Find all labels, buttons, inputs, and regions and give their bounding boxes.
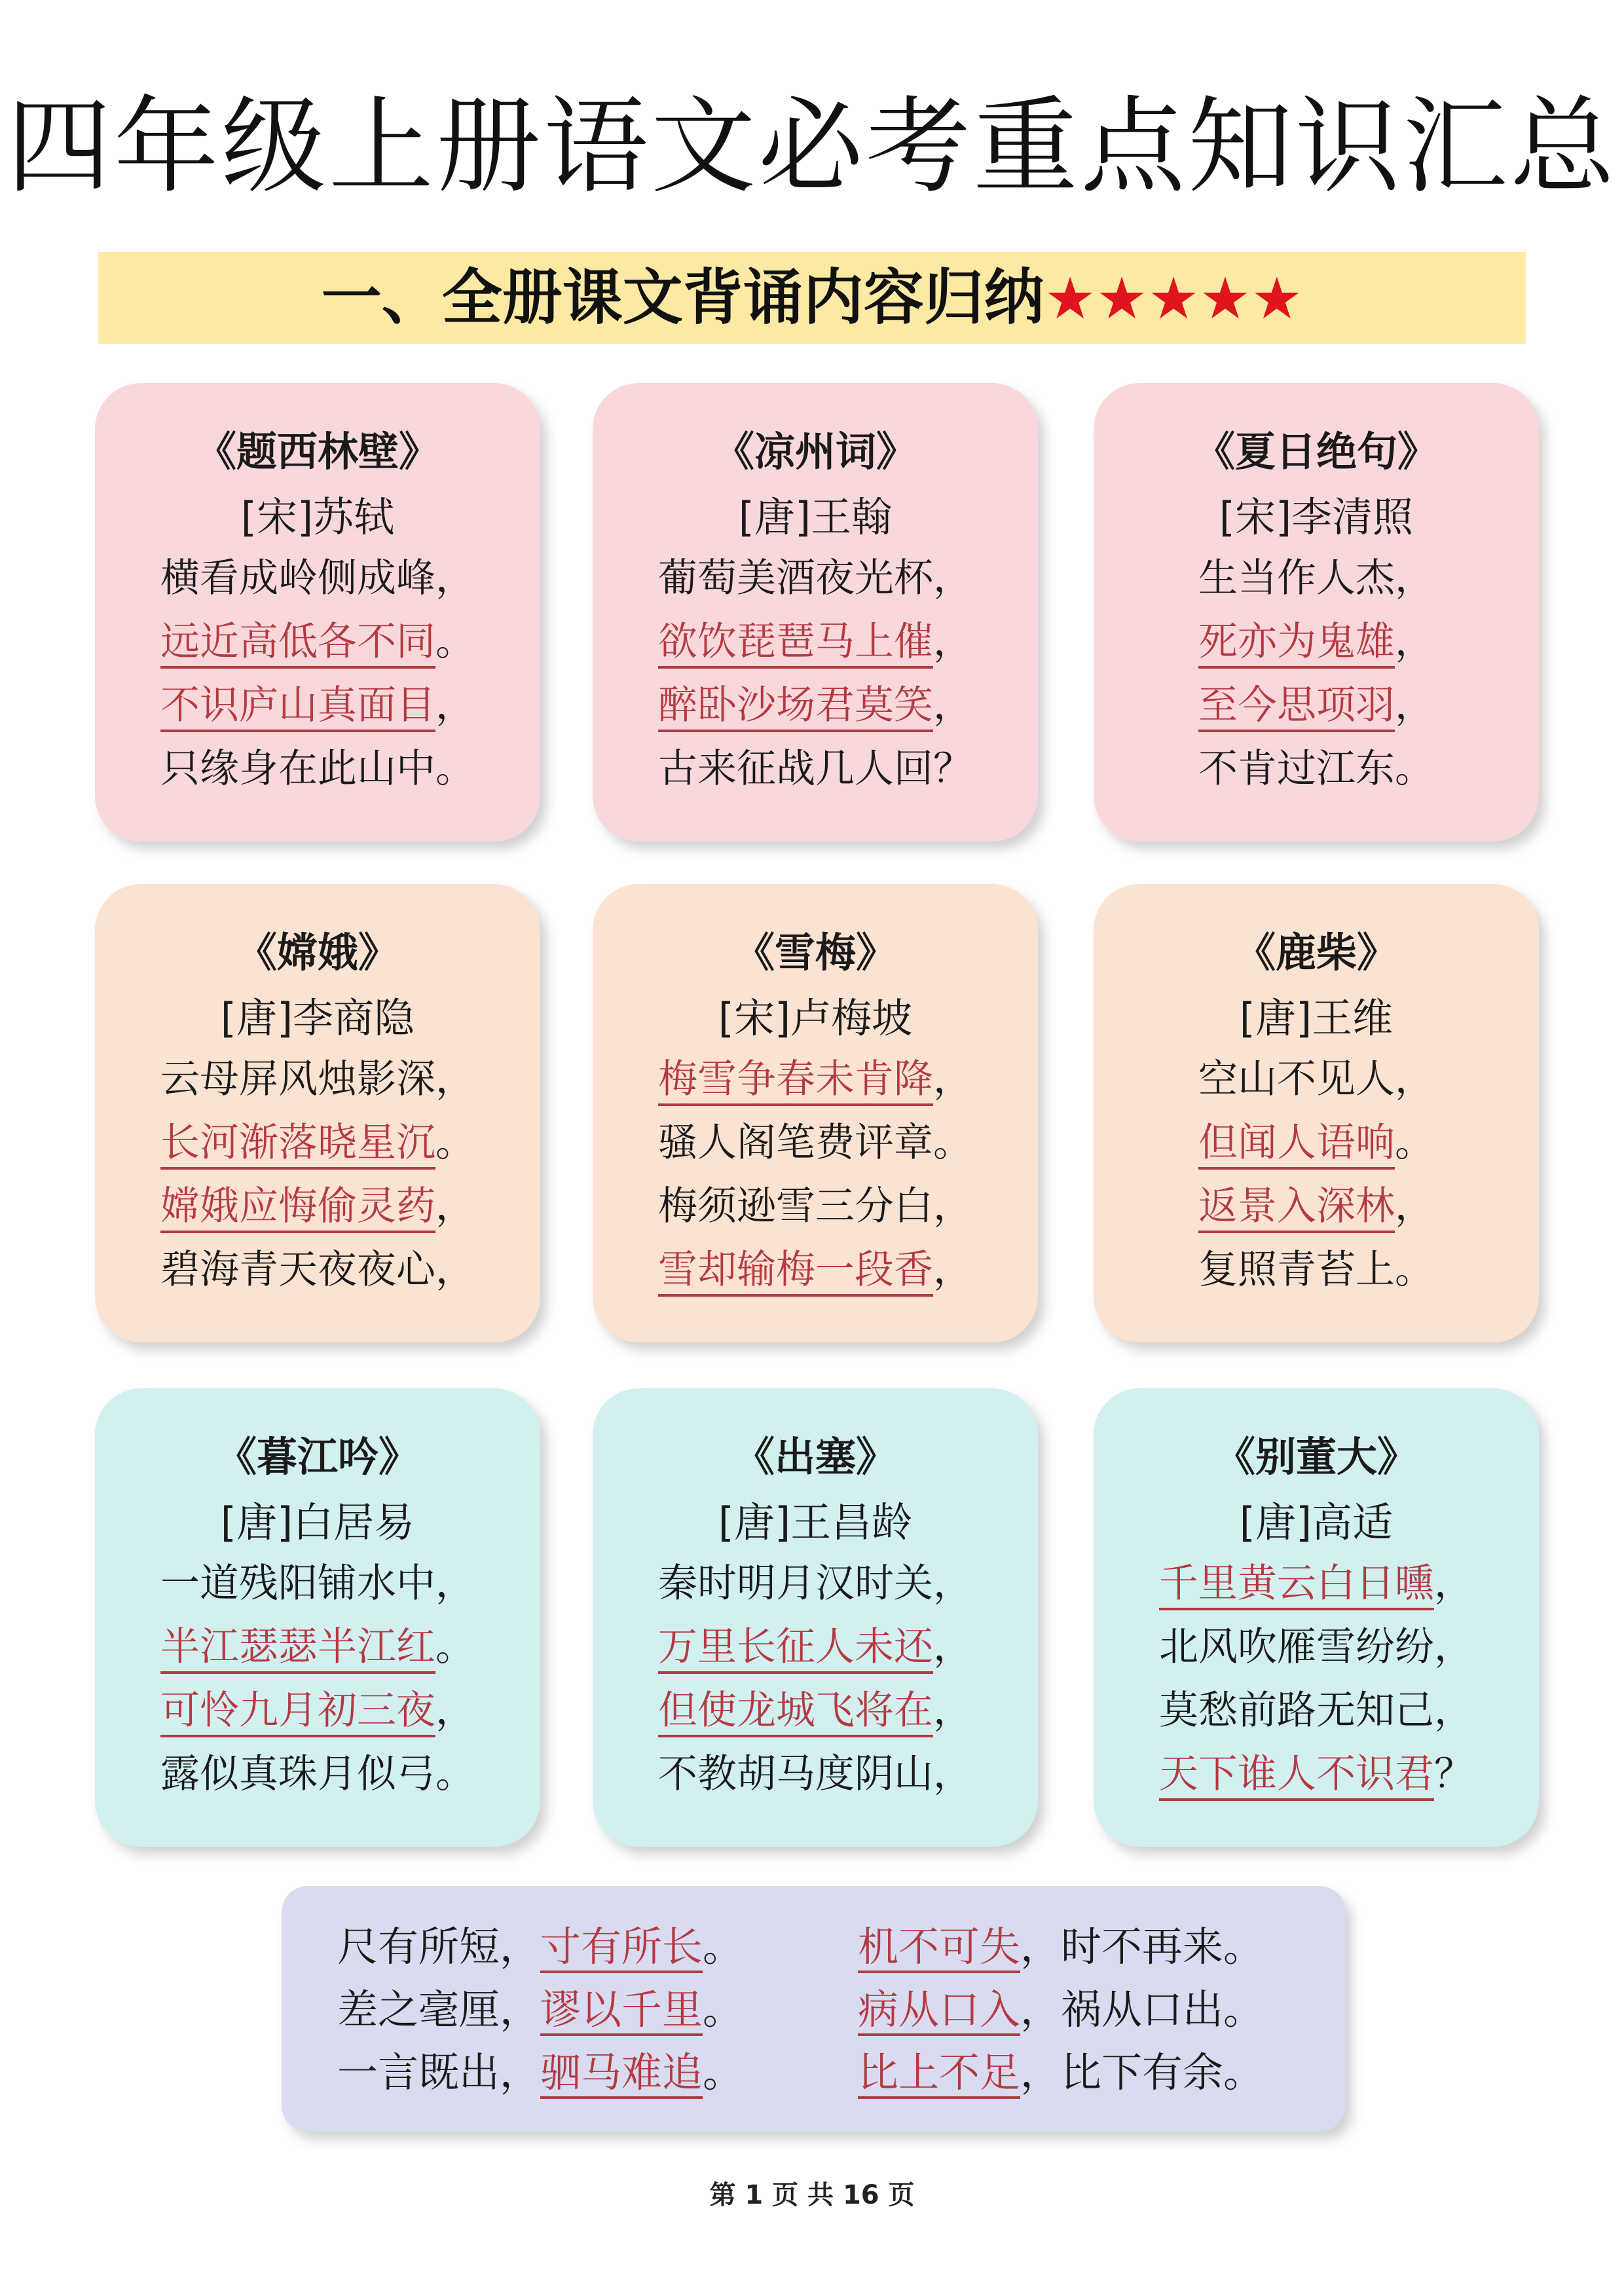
saying-line xyxy=(337,1978,743,2041)
poem-line-punct: ， xyxy=(933,1561,972,1606)
poem-line xyxy=(95,1552,540,1616)
poem-line-text: 可怜九月初三夜 xyxy=(160,1688,435,1737)
poem-line-punct: 。 xyxy=(435,1751,475,1797)
poem-line-text: 葡萄美酒夜光杯 xyxy=(658,555,933,601)
section-title: 一、全册课文背诵内容归纳 xyxy=(321,263,1044,333)
poem-line-highlighted xyxy=(593,1616,1038,1679)
poem-author: [唐]王翰 xyxy=(738,493,893,541)
poem-line-punct: ， xyxy=(933,1688,972,1733)
poem-line-text: 云母屏风烛影深 xyxy=(160,1056,435,1102)
poem-line xyxy=(593,547,1038,610)
saying-highlight: 寸有所长 xyxy=(540,1923,703,1973)
poem-line-punct: ， xyxy=(1434,1688,1473,1733)
poem-lines xyxy=(95,547,540,801)
poem-line-highlighted xyxy=(1094,1743,1539,1806)
poem-lines xyxy=(593,1552,1038,1806)
poem-line-punct: 。 xyxy=(435,619,475,665)
poem-line xyxy=(1094,1238,1539,1302)
poem-author: [唐]白居易 xyxy=(220,1498,415,1546)
poem-line-text: 雪却输梅一段香 xyxy=(658,1247,933,1297)
poem-line-punct: ， xyxy=(435,1688,475,1733)
poem-line-punct: ， xyxy=(1395,619,1434,665)
poem-line-text: 死亦为鬼雄 xyxy=(1198,619,1395,669)
poem-line-text: 碧海青天夜夜心 xyxy=(160,1247,435,1293)
poem-title: 《题西林壁》 xyxy=(195,428,439,475)
poem-line xyxy=(593,1743,1038,1806)
saying-highlight: 病从口入 xyxy=(858,1986,1020,2036)
poem-line xyxy=(1094,1679,1539,1743)
saying-text: ，祸从口出。 xyxy=(1020,1986,1264,2033)
saying-text: 一言既出， xyxy=(337,2048,541,2096)
saying-text: ，比下有余。 xyxy=(1020,2048,1264,2096)
poem-line-text: 千里黄云白日曛 xyxy=(1159,1561,1434,1610)
poem-line-text: 复照青苔上 xyxy=(1198,1247,1395,1293)
poem-author: [唐]高适 xyxy=(1239,1498,1393,1546)
poem-line-highlighted xyxy=(95,674,540,737)
saying-text: 。 xyxy=(703,2048,744,2096)
poem-line xyxy=(1094,737,1539,801)
poem-line-highlighted xyxy=(593,674,1038,737)
poem-line-punct: ， xyxy=(933,1056,972,1102)
poem-line-text: 不识庐山真面目 xyxy=(160,682,435,732)
poem-line-text: 空山不见人 xyxy=(1198,1056,1395,1102)
poem-line-punct: ， xyxy=(435,1247,475,1293)
poem-author: [宋]苏轼 xyxy=(240,493,395,541)
poem-title: 《别董大》 xyxy=(1214,1433,1418,1481)
poem-lines xyxy=(593,1048,1038,1302)
poem-title: 《鹿柴》 xyxy=(1234,929,1397,976)
page-number: 第 1 页 共 16 页 xyxy=(709,2180,915,2210)
saying-text: 差之毫厘， xyxy=(337,1986,541,2033)
poem-line-text: 秦时明月汉时关 xyxy=(658,1561,933,1606)
poem-line-highlighted xyxy=(1094,674,1539,737)
poem-card xyxy=(593,383,1038,842)
poem-line-punct: 。 xyxy=(435,746,475,792)
poem-line-highlighted xyxy=(95,610,540,674)
saying-highlight: 谬以千里 xyxy=(540,1986,703,2036)
star-rating: ★★★★★ xyxy=(1044,265,1303,332)
poem-line-text: 返景入深林 xyxy=(1198,1183,1395,1233)
poem-line-text: 长河渐落晓星沉 xyxy=(160,1120,435,1170)
poem-line-punct: ， xyxy=(1434,1624,1473,1670)
poem-line-highlighted xyxy=(1094,1552,1539,1616)
poem-line-punct: 。 xyxy=(1395,746,1434,792)
poem-line-text: 骚人阁笔费评章 xyxy=(658,1120,933,1166)
poem-title: 《夏日绝句》 xyxy=(1194,428,1438,475)
poem-line-highlighted xyxy=(95,1175,540,1238)
poem-line-punct: ， xyxy=(435,682,475,728)
poem-line-text: 梅须逊雪三分白 xyxy=(658,1183,933,1229)
poem-line xyxy=(593,1175,1038,1238)
sayings-right-column xyxy=(858,1916,1264,2104)
poem-line-punct: 。 xyxy=(933,1120,972,1166)
poem-card xyxy=(95,383,540,842)
poem-card xyxy=(1094,1388,1539,1847)
poem-title: 《暮江吟》 xyxy=(215,1433,419,1481)
poem-card xyxy=(593,884,1038,1342)
poem-line-punct: ， xyxy=(1395,1056,1434,1102)
poem-line-punct: ， xyxy=(1395,555,1434,601)
sayings-left-column xyxy=(337,1916,743,2104)
saying-text: 。 xyxy=(703,1923,744,1971)
poem-line-text: 至今思项羽 xyxy=(1198,682,1395,732)
poem-line-text: 梅雪争春未肯降 xyxy=(658,1056,933,1106)
poem-line-text: 嫦娥应悔偷灵药 xyxy=(160,1183,435,1233)
poem-line-punct: 。 xyxy=(1395,1247,1434,1293)
poem-line-punct: ， xyxy=(435,555,475,601)
poem-line-text: 莫愁前路无知己 xyxy=(1159,1688,1434,1733)
saying-text: 。 xyxy=(703,1986,744,2033)
poem-line xyxy=(593,1111,1038,1175)
poem-line-text: 但使龙城飞将在 xyxy=(658,1688,933,1737)
poem-line-highlighted xyxy=(95,1679,540,1743)
poem-author: [宋]卢梅坡 xyxy=(718,994,913,1042)
poem-line-highlighted xyxy=(1094,610,1539,674)
poem-line-text: 但闻人语响 xyxy=(1198,1120,1395,1170)
poem-line-text: 远近高低各不同 xyxy=(160,619,435,669)
poem-line-highlighted xyxy=(593,1048,1038,1111)
poem-line-punct: ， xyxy=(933,1247,972,1293)
poem-line-highlighted xyxy=(593,610,1038,674)
poem-author: [宋]李清照 xyxy=(1219,493,1414,541)
poem-line-punct: ， xyxy=(933,555,972,601)
poem-line-text: 生当作人杰 xyxy=(1198,555,1395,601)
poem-line-punct: ， xyxy=(1395,682,1434,728)
poem-line-text: 不肯过江东 xyxy=(1198,746,1395,792)
poem-line-punct: ， xyxy=(435,1056,475,1102)
poem-card xyxy=(593,1388,1038,1847)
poem-line xyxy=(593,1552,1038,1616)
poem-lines xyxy=(1094,1048,1539,1302)
poem-line-text: 醉卧沙场君莫笑 xyxy=(658,682,933,732)
poem-line xyxy=(95,1743,540,1806)
poem-lines xyxy=(95,1048,540,1302)
poem-line-punct: 。 xyxy=(435,1120,475,1166)
poem-line-punct: ， xyxy=(435,1183,475,1229)
page-title: 四年级上册语文必考重点知识汇总 xyxy=(6,85,1617,208)
poem-line-punct: ， xyxy=(435,1561,475,1606)
poem-line-text: 北风吹雁雪纷纷 xyxy=(1159,1624,1434,1670)
poem-card xyxy=(1094,884,1539,1342)
poem-title: 《出塞》 xyxy=(733,1433,896,1481)
poem-line-text: 半江瑟瑟半江红 xyxy=(160,1624,435,1674)
poem-line-highlighted xyxy=(593,1238,1038,1302)
poem-line-text: 一道残阳铺水中 xyxy=(160,1561,435,1606)
saying-line xyxy=(858,1916,1264,1978)
poem-line-punct: ， xyxy=(1395,1183,1434,1229)
poem-line xyxy=(593,737,1038,801)
poem-card xyxy=(95,884,540,1342)
poem-line-text: 天下谁人不识君 xyxy=(1159,1751,1434,1801)
poem-author: [唐]王维 xyxy=(1239,994,1393,1042)
saying-highlight: 机不可失 xyxy=(858,1923,1020,1973)
poem-author: [唐]王昌龄 xyxy=(718,1498,913,1546)
poem-card xyxy=(95,1388,540,1847)
poem-title: 《雪梅》 xyxy=(733,929,896,976)
saying-highlight: 驷马难追 xyxy=(540,2048,703,2099)
saying-line xyxy=(858,1978,1264,2041)
poem-line-punct: 。 xyxy=(435,1624,475,1670)
poem-card xyxy=(1094,383,1539,842)
poem-lines xyxy=(1094,547,1539,801)
poem-line-punct: ， xyxy=(933,682,972,728)
poem-line xyxy=(95,1238,540,1302)
poem-line xyxy=(95,1048,540,1111)
poem-line-punct: ？ xyxy=(1434,1751,1473,1797)
saying-line xyxy=(337,1916,743,1978)
saying-highlight: 比上不足 xyxy=(858,2048,1020,2099)
poem-line-text: 万里长征人未还 xyxy=(658,1624,933,1674)
poem-line-punct: ， xyxy=(933,1183,972,1229)
poem-title: 《凉州词》 xyxy=(713,428,917,475)
poem-line-text: 不教胡马度阴山 xyxy=(658,1751,933,1797)
poem-lines xyxy=(95,1552,540,1806)
poem-line-text: 欲饮琵琶马上催 xyxy=(658,619,933,669)
poem-line-punct: ， xyxy=(933,1751,972,1797)
poem-line-punct: ， xyxy=(933,1624,972,1670)
saying-line xyxy=(337,2041,743,2104)
poem-line-punct: 。 xyxy=(1395,1120,1434,1166)
poem-line-highlighted xyxy=(1094,1175,1539,1238)
poem-line-punct: ， xyxy=(933,619,972,665)
poem-lines xyxy=(1094,1552,1539,1806)
poem-line-highlighted xyxy=(95,1616,540,1679)
poem-lines xyxy=(593,547,1038,801)
poem-line-punct: ？ xyxy=(933,746,972,792)
saying-text: ，时不再来。 xyxy=(1020,1923,1264,1971)
poem-line-text: 古来征战几人回 xyxy=(658,746,933,792)
poem-line-text: 露似真珠月似弓 xyxy=(160,1751,435,1797)
poem-line-highlighted xyxy=(593,1679,1038,1743)
poem-line-highlighted xyxy=(95,1111,540,1175)
poem-line-text: 只缘身在此山中 xyxy=(160,746,435,792)
poem-line xyxy=(1094,1048,1539,1111)
poem-line xyxy=(95,547,540,610)
sayings-card xyxy=(282,1886,1346,2132)
saying-line xyxy=(858,2041,1264,2104)
poem-line xyxy=(1094,547,1539,610)
poem-line-text: 横看成岭侧成峰 xyxy=(160,555,435,601)
poem-line xyxy=(1094,1616,1539,1679)
saying-text: 尺有所短， xyxy=(337,1923,541,1971)
poem-line-highlighted xyxy=(1094,1111,1539,1175)
poem-line-punct: ， xyxy=(1434,1561,1473,1606)
poem-line xyxy=(95,737,540,801)
poem-title: 《嫦娥》 xyxy=(236,929,399,976)
poem-author: [唐]李商隐 xyxy=(220,994,415,1042)
